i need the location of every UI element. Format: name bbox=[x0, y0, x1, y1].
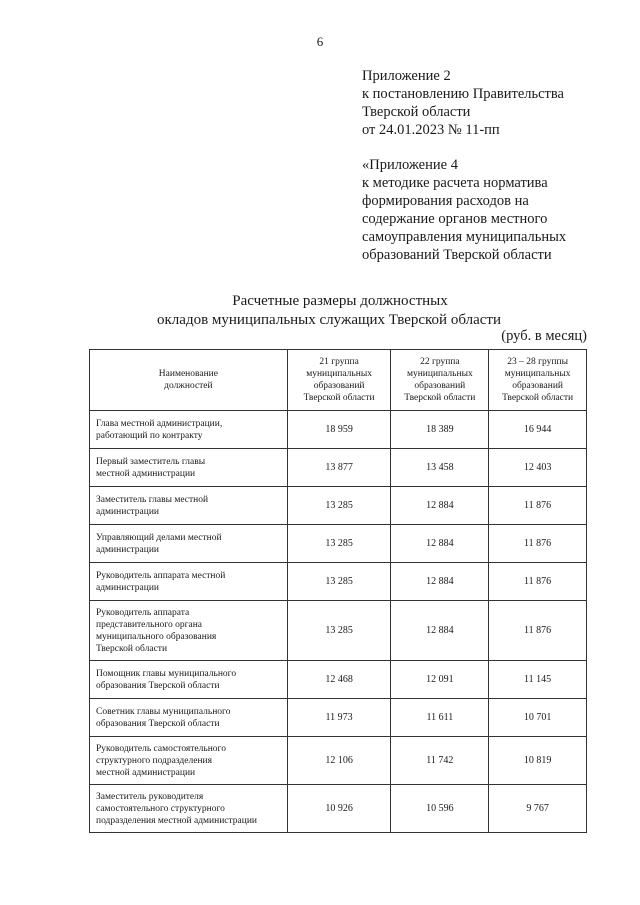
table-header-row bbox=[90, 350, 587, 411]
position-name: Помощник главы муниципального образования Тверской области bbox=[90, 661, 288, 699]
header-group-21: 21 группа муниципальных образований Тверской области bbox=[287, 350, 391, 411]
salary-group-21: 10 926 bbox=[287, 785, 391, 833]
salary-group-22: 12 884 bbox=[391, 525, 489, 563]
appendix-4-header bbox=[362, 156, 566, 264]
appendix-4-line: образований Тверской области bbox=[362, 247, 552, 263]
salary-group-21: 13 285 bbox=[287, 563, 391, 601]
units-note: (руб. в месяц) bbox=[501, 328, 587, 344]
appendix-4-line: к методике расчета норматива bbox=[362, 175, 548, 191]
table-row bbox=[90, 601, 587, 661]
salary-group-22: 11 742 bbox=[391, 737, 489, 785]
salary-group-22: 18 389 bbox=[391, 411, 489, 449]
position-name: Глава местной администрации, работающий по контракту bbox=[90, 411, 288, 449]
table-row bbox=[90, 785, 587, 833]
salary-group-23-28: 11 876 bbox=[489, 601, 587, 661]
salary-group-22: 13 458 bbox=[391, 449, 489, 487]
appendix-2-header bbox=[362, 67, 564, 139]
table-row bbox=[90, 411, 587, 449]
table-row bbox=[90, 661, 587, 699]
salary-group-22: 12 091 bbox=[391, 661, 489, 699]
salary-group-23-28: 11 876 bbox=[489, 525, 587, 563]
salary-group-23-28: 10 819 bbox=[489, 737, 587, 785]
appendix-2-line: к постановлению Правительства bbox=[362, 86, 564, 102]
position-name: Руководитель самостоятельного структурного подразделения местной администрации bbox=[90, 737, 288, 785]
salary-group-23-28: 11 876 bbox=[489, 563, 587, 601]
page-number: 6 bbox=[316, 34, 324, 49]
salary-group-21: 18 959 bbox=[287, 411, 391, 449]
position-name: Руководитель аппарата местной администрации bbox=[90, 563, 288, 601]
salary-group-21: 12 106 bbox=[287, 737, 391, 785]
position-name: Советник главы муниципального образования Тверской области bbox=[90, 699, 288, 737]
table-row bbox=[90, 525, 587, 563]
position-name: Первый заместитель главы местной администрации bbox=[90, 449, 288, 487]
position-name: Заместитель руководителя самостоятельного структурного подразделения местной администрации bbox=[90, 785, 288, 833]
salary-group-23-28: 11 145 bbox=[489, 661, 587, 699]
table-row bbox=[90, 563, 587, 601]
salary-group-23-28: 9 767 bbox=[489, 785, 587, 833]
appendix-4-line: самоуправления муниципальных bbox=[362, 229, 567, 245]
table-row bbox=[90, 699, 587, 737]
appendix-2-line: Приложение 2 bbox=[362, 68, 451, 84]
salary-group-21: 13 285 bbox=[287, 525, 391, 563]
appendix-2-line: от 24.01.2023 № 11-пп bbox=[362, 122, 500, 138]
salary-group-22: 12 884 bbox=[391, 487, 489, 525]
salary-group-21: 12 468 bbox=[287, 661, 391, 699]
salary-group-22: 11 611 bbox=[391, 699, 489, 737]
salary-group-23-28: 10 701 bbox=[489, 699, 587, 737]
salary-group-21: 13 285 bbox=[287, 487, 391, 525]
salary-group-21: 11 973 bbox=[287, 699, 391, 737]
salary-group-23-28: 16 944 bbox=[489, 411, 587, 449]
position-name: Заместитель главы местной администрации bbox=[90, 487, 288, 525]
appendix-4-line: «Приложение 4 bbox=[362, 157, 458, 173]
salary-group-22: 12 884 bbox=[391, 563, 489, 601]
salary-group-23-28: 12 403 bbox=[489, 449, 587, 487]
document-title bbox=[0, 292, 640, 330]
salary-group-21: 13 285 bbox=[287, 601, 391, 661]
salary-group-22: 10 596 bbox=[391, 785, 489, 833]
salary-group-23-28: 11 876 bbox=[489, 487, 587, 525]
appendix-2-line: Тверской области bbox=[362, 104, 471, 120]
header-position: Наименование должностей bbox=[90, 350, 288, 411]
appendix-4-line: содержание органов местного bbox=[362, 211, 548, 227]
table-row bbox=[90, 449, 587, 487]
position-name: Управляющий делами местной администрации bbox=[90, 525, 288, 563]
table-row bbox=[90, 487, 587, 525]
table-row bbox=[90, 737, 587, 785]
appendix-4-line: формирования расходов на bbox=[362, 193, 529, 209]
salary-table bbox=[89, 349, 587, 833]
header-group-23-28: 23 – 28 группы муниципальных образований Тверской области bbox=[489, 350, 587, 411]
header-group-22: 22 группа муниципальных образований Тверской области bbox=[391, 350, 489, 411]
position-name: Руководитель аппарата представительного органа муниципального образования Тверской области bbox=[90, 601, 288, 661]
salary-group-21: 13 877 bbox=[287, 449, 391, 487]
title-line-1: Расчетные размеры должностных bbox=[232, 293, 448, 309]
salary-group-22: 12 884 bbox=[391, 601, 489, 661]
title-line-2: окладов муниципальных служащих Тверской области bbox=[157, 312, 501, 328]
